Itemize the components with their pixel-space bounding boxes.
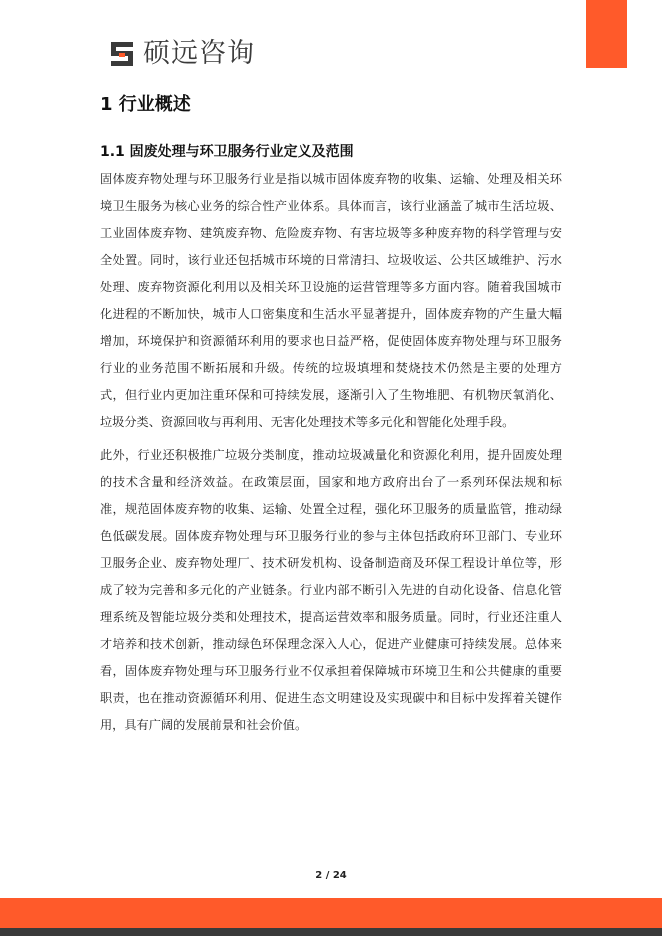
footer-dark-strip — [0, 928, 662, 936]
corner-accent-block — [586, 0, 627, 68]
document-body — [100, 88, 562, 739]
subsection-heading: 1.1 固废处理与环卫服务行业定义及范围 — [100, 144, 354, 160]
section-heading: 1 行业概述 — [100, 94, 191, 115]
footer-accent-bar — [0, 898, 662, 928]
body-paragraph: 固体废弃物处理与环卫服务行业是指以城市固体废弃物的收集、运输、处理及相关环境卫生服务为核心业务的综合性产业体系。具体而言，该行业涵盖了城市生活垃圾、工业固体废弃物、建筑废弃物、危险废弃物、有害垃圾等多种废弃物的科学管理与安全处置。同时，该行业还包括城市环境的日常清扫、垃圾收运、公共区域维护、污水处理、废弃物资源化利用以及相关环卫设施的运营管理等多方面内容。随着我国城市化进程的不断加快，城市人口密集度和生活水平显著提升，固体废弃物的产生量大幅增加，环境保护和资源循环利用的要求也日益严格，促使固体废弃物处理与环卫服务行业的业务范围不断拓展和升级。传统的垃圾填埋和焚烧技术仍然是主要的处理方式，但行业内更加注重环保和可持续发展，逐渐引入了生物堆肥、有机物厌氧消化、垃圾分类、资源回收与再利用、无害化处理技术等多元化和智能化处理手段。 — [100, 172, 562, 429]
brand-name: 硕远咨询 — [143, 38, 255, 69]
body-paragraph: 此外，行业还积极推广垃圾分类制度，推动垃圾减量化和资源化利用，提升固废处理的技术含量和经济效益。在政策层面，国家和地方政府出台了一系列环保法规和标准，规范固体废弃物的收集、运输、处置全过程，强化环卫服务的质量监管，推动绿色低碳发展。固体废弃物处理与环卫服务行业的参与主体包括政府环卫部门、专业环卫服务企业、废弃物处理厂、技术研发机构、设备制造商及环保工程设计单位等，形成了较为完善和多元化的产业链条。行业内部不断引入先进的自动化设备、信息化管理系统及智能垃圾分类和处理技术，提高运营效率和服务质量。同时，行业还注重人才培养和技术创新，推动绿色环保理念深入人心，促进产业健康可持续发展。总体来看，固体废弃物处理与环卫服务行业不仅承担着保障城市环境卫生和公共健康的重要职责，也在推动资源循环利用、促进生态文明建设及实现碳中和目标中发挥着关键作用，具有广阔的发展前景和社会价值。 — [100, 448, 562, 732]
company-logo — [107, 38, 255, 70]
logo-mark-icon — [107, 39, 139, 69]
page-number: 2 / 24 — [315, 870, 347, 881]
